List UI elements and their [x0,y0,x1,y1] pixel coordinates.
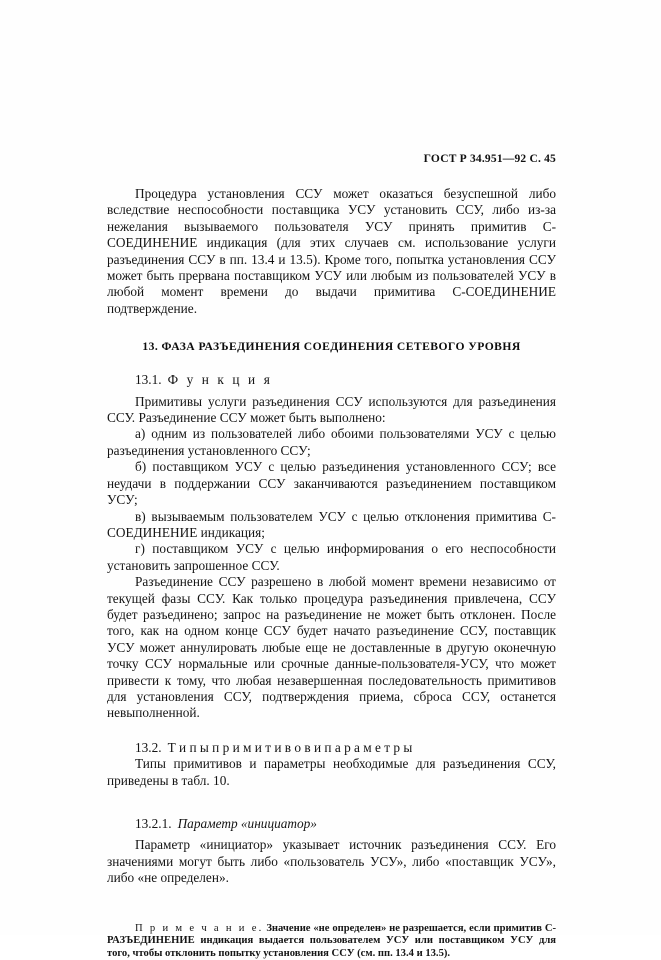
subsection-number-13-1: 13.1. [135,372,162,388]
list-item-v: в) вызываемым пользователем УСУ с целью отклонения примитива С-СОЕДИНЕНИЕ индикация; [107,508,556,540]
list-item-a: а) одним из пользователей либо обоими пользователями УСУ с целью разъединения установленного ССУ; [107,426,556,458]
section-heading-13: 13. ФАЗА РАЗЪЕДИНЕНИЯ СОЕДИНЕНИЯ СЕТЕВОГО УРОВНЯ [142,340,521,354]
note-label: П р и м е ч а н и е. [135,922,264,934]
paragraph-13-1-closing: Разъединение ССУ разрешено в любой момент времени независимо от текущей фазы ССУ. Как только процедура разъединения привлечена, ССУ будет разъединено; запрос на разъединение не может быть отклонен. После того, как на одном конце ССУ будет начато разъединение ССУ, поставщик УСУ может аннулировать любые еще не доставленные в другую оконечную точку ССУ нормальные или срочные данные-пользователя-УСУ, что может привести к тому, что любая незавершенная последовательность примитивов для установления ССУ, подтверждения приема, сброса ССУ, останется невыполненной. [107,574,556,721]
paragraph-13-2-1-body: Параметр «инициатор» указывает источник разъединения ССУ. Его значениями могут быть либо «пользователь УСУ», либо «поставщик УСУ», либо «не определен». [107,837,556,886]
subsection-number-13-2-1: 13.2.1. [135,816,172,831]
list-item-g: г) поставщиком УСУ с целью информирования о его неспособности установить запрошенное ССУ. [107,541,556,573]
note-text: Значение «не определен» не разрешается, если примитив С-РАЗЪЕДИНЕНИЕ индикация выдается пользователем УСУ или поставщиком УСУ для того, чтобы отклонить попытку установления ССУ (см. пп. 13.4 и 13.5). [107,922,556,959]
page-content [107,152,556,960]
paragraph-13-1-intro: Примитивы услуги разъединения ССУ используются для разъединения ССУ. Разъединение ССУ может быть выполнено: [107,393,556,426]
paragraph-intro: Процедура установления ССУ может оказаться безуспешной либо вследствие неспособности поставщика УСУ установить ССУ, либо из-за нежелания вызываемого пользователя УСУ принять примитив С-СОЕДИНЕНИЕ индикация (для этих случаев см. использование услуги разъединения ССУ в пп. 13.4 и 13.5). Кроме того, попытка установления ССУ может быть прервана поставщиком УСУ или любым из пользователей УСУ в любой момент времени до выдачи примитива С-СОЕДИНЕНИЕ подтверждение. [107,186,556,316]
subsection-title-13-1: Ф у н к ц и я [167,372,273,388]
subsection-heading-13-2 [107,740,556,756]
subsection-title-13-2: Т и п ы п р и м и т и в о в и п а р а м е т р ы [167,739,413,755]
list-item-b: б) поставщиком УСУ с целью разъединения установленного ССУ; все неудачи в поддержании ССУ заканчиваются разъединением поставщиком УСУ; [107,459,556,508]
subsection-heading-13-2-1 [107,816,556,832]
subsection-heading-13-1 [107,372,556,388]
paragraph-13-2-intro: Типы примитивов и параметры необходимые для разъединения ССУ, приведены в табл. 10. [107,756,556,788]
note-block [107,923,556,960]
spacer [107,789,556,798]
subsection-title-13-2-1: Параметр «инициатор» [177,816,317,831]
subsection-number-13-2: 13.2. [135,739,162,755]
running-head: ГОСТ Р 34.951—92 С. 45 [423,153,556,165]
